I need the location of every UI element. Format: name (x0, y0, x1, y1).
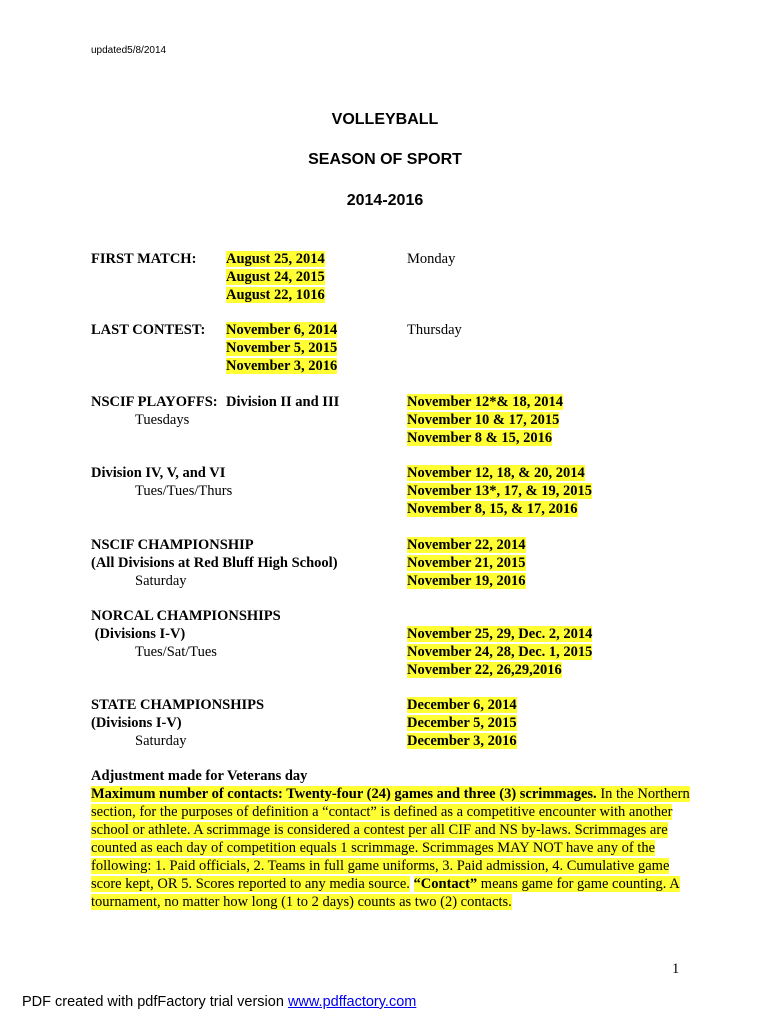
years-title: 2014-2016 (346, 192, 424, 209)
contacts-paragraph (91, 785, 691, 911)
date-line: November 22, 26,29,2016 (407, 662, 562, 678)
norcal-sublabel: (Divisions I-V) (91, 626, 186, 642)
date-line: August 25, 2014 (226, 251, 325, 267)
state-label: STATE CHAMPIONSHIPS (91, 697, 265, 713)
nscif-championship-label: NSCIF CHAMPIONSHIP (91, 537, 254, 553)
norcal-label: NORCAL CHAMPIONSHIPS (91, 608, 281, 624)
first-match-day: Monday (407, 251, 456, 267)
adjustment-note: Adjustment made for Veterans day (91, 768, 308, 784)
date-line: November 12*& 18, 2014 (407, 394, 563, 410)
date-line: November 24, 28, Dec. 1, 2015 (407, 644, 593, 660)
last-contest-label: LAST CONTEST: (91, 322, 206, 338)
date-line: November 13*, 17, & 19, 2015 (407, 483, 592, 499)
season-title: SEASON OF SPORT (308, 151, 462, 168)
date-line: August 24, 2015 (226, 269, 325, 285)
date-line: November 19, 2016 (407, 573, 526, 589)
nscif-championship-sublabel: (All Divisions at Red Bluff High School) (91, 555, 338, 571)
date-line: December 3, 2016 (407, 733, 517, 749)
division-iv-dates (407, 464, 592, 518)
date-line: November 6, 2014 (226, 322, 338, 338)
state-sublabel: (Divisions I-V) (91, 715, 182, 731)
contact-definition-text: In the Northern section, for the purposes of definition a “contact” is defined as a competitive encounter with another school or athlete. A scrimmage is considered a contest per all CIF and NS by-laws. Scrimmages are counted as each day of competition equals 1 scrimmage. Scrimmages MAY NOT have any of the following: 1. Paid officials, 2. Teams in full game uniforms, 3. Paid admission, 4. Cumulative game score kept, OR 5. Scores reported to any media source. (91, 786, 690, 892)
contact-term: “Contact” (413, 876, 478, 892)
state-days: Saturday (135, 733, 187, 749)
footer-text: PDF created with pdfFactory trial version (22, 994, 288, 1010)
norcal-dates (407, 625, 592, 679)
last-contest-day: Thursday (407, 322, 462, 338)
division-iv-days: Tues/Tues/Thurs (135, 483, 233, 499)
contacts-note (91, 767, 691, 911)
date-line: November 12, 18, & 20, 2014 (407, 465, 585, 481)
nscif-championship-dates (407, 536, 526, 590)
date-line: November 22, 2014 (407, 537, 526, 553)
date-line: November 25, 29, Dec. 2, 2014 (407, 626, 593, 642)
updated-date: updated5/8/2014 (91, 45, 167, 56)
date-line: November 3, 2016 (226, 358, 338, 374)
nscif-playoffs-dates (407, 393, 563, 447)
nscif-playoffs-division: Division II and III (226, 394, 340, 410)
date-line: November 21, 2015 (407, 555, 526, 571)
date-line: November 5, 2015 (226, 340, 338, 356)
norcal-days: Tues/Sat/Tues (135, 644, 217, 660)
date-line: November 8 & 15, 2016 (407, 430, 553, 446)
nscif-playoffs-label: NSCIF PLAYOFFS: (91, 394, 218, 410)
date-line: November 10 & 17, 2015 (407, 412, 560, 428)
date-line: November 8, 15, & 17, 2016 (407, 501, 578, 517)
pdf-footer (22, 994, 416, 1010)
date-line: December 5, 2015 (407, 715, 517, 731)
date-line: August 22, 1016 (226, 287, 325, 303)
contact-counting-text: means game for game counting. A tournament, no matter how long (1 to 2 days) counts as two (2) contacts. (91, 876, 680, 910)
first-match-label: FIRST MATCH: (91, 251, 197, 267)
state-dates (407, 696, 517, 750)
page-number: 1 (672, 961, 680, 977)
max-contacts-heading: Maximum number of contacts: Twenty-four (24) games and three (3) scrimmages. (91, 786, 597, 802)
nscif-championship-days: Saturday (135, 573, 187, 589)
sport-title: VOLLEYBALL (331, 111, 439, 128)
first-match-dates (226, 250, 325, 304)
date-line: December 6, 2014 (407, 697, 517, 713)
nscif-playoffs-days: Tuesdays (135, 412, 190, 428)
last-contest-dates (226, 321, 337, 375)
pdffactory-link[interactable]: www.pdffactory.com (287, 994, 417, 1010)
division-iv-label: Division IV, V, and VI (91, 465, 226, 481)
